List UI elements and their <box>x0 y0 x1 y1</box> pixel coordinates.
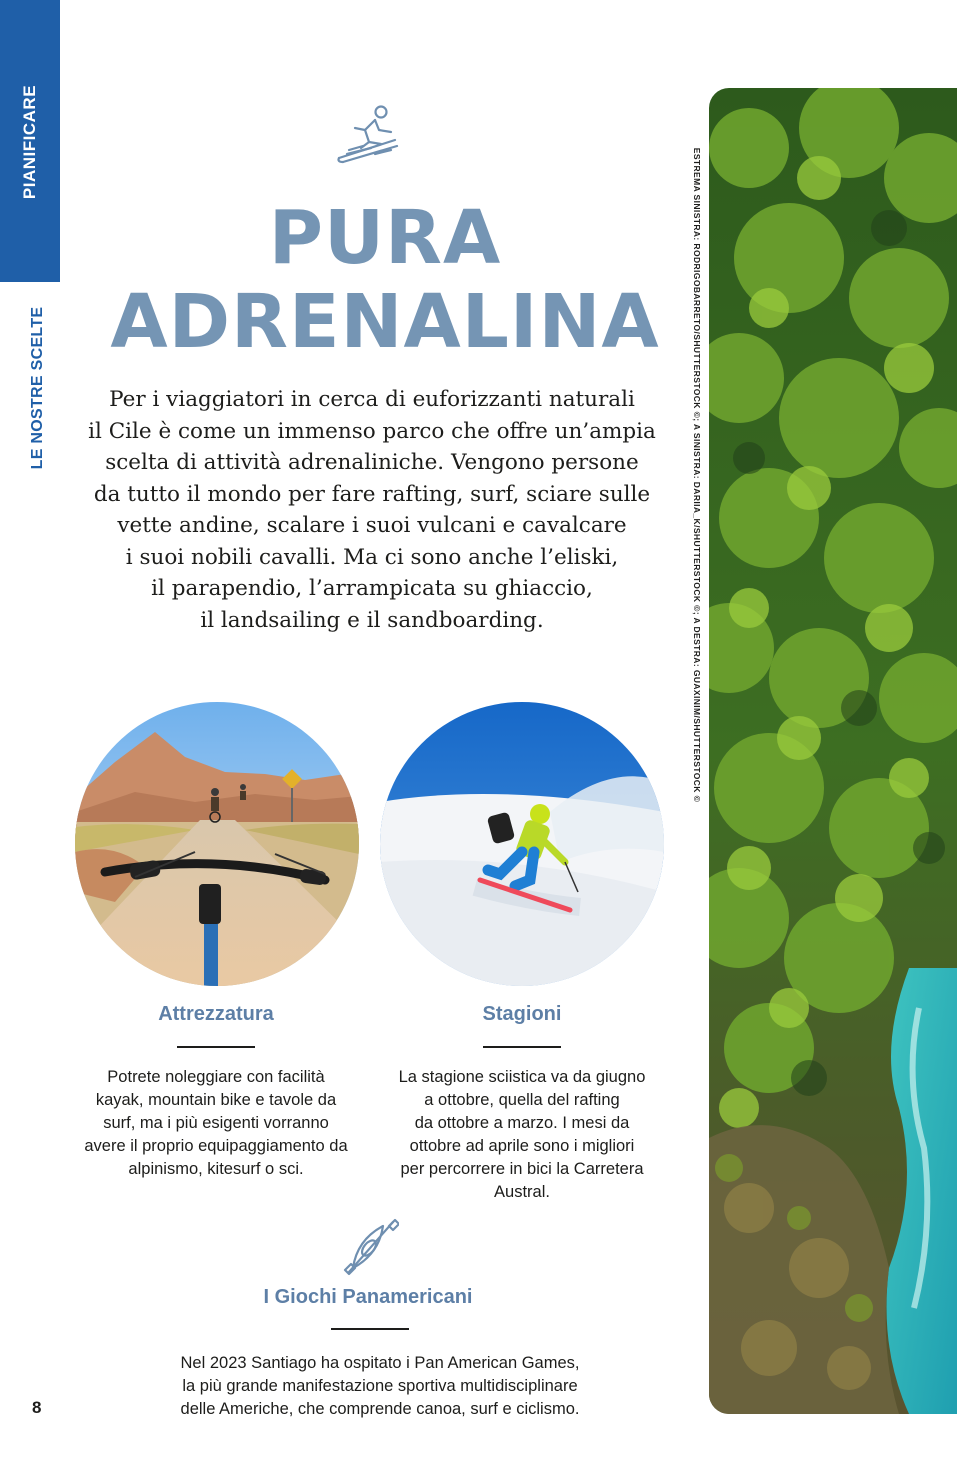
intro-line: da tutto il mondo per fare rafting, surf, sciare sulle <box>93 481 651 507</box>
section-tab <box>0 0 60 282</box>
chapter-label: LE NOSTRE SCELTE <box>29 306 46 470</box>
skiing-photo <box>380 702 664 986</box>
intro-line: il parapendio, l’arrampicata su ghiaccio, <box>151 576 593 601</box>
text-line: ottobre ad aprile sono i migliori <box>409 1137 635 1155</box>
text-line: la più grande manifestazione sportiva multidisciplinare <box>182 1377 578 1395</box>
text-line: alpinismo, kitesurf o sci. <box>128 1160 304 1178</box>
text-line: a ottobre, quella del rafting <box>424 1091 620 1109</box>
intro-line: il landsailing e il sandboarding. <box>200 607 544 633</box>
text-line: avere il proprio equipaggiamento da <box>84 1137 348 1155</box>
section-title-panamericani: I Giochi Panamericani <box>263 1286 473 1308</box>
divider <box>177 1046 255 1048</box>
divider <box>331 1328 409 1330</box>
text-line: Potrete noleggiare con facilità <box>107 1068 325 1086</box>
title-line: PURA <box>268 195 502 281</box>
divider <box>483 1046 561 1048</box>
intro-line: Per i viaggiatori in cerca di euforizzanti naturali <box>109 387 635 412</box>
title-line: ADRENALINA <box>110 279 660 365</box>
column-title-stagioni: Stagioni <box>482 1003 562 1025</box>
forest-river-photo <box>709 88 957 1414</box>
intro-paragraph <box>72 384 672 636</box>
text-line: da ottobre a marzo. I mesi da <box>414 1114 630 1132</box>
intro-line: il Cile è come un immenso parco che offre un’ampia <box>88 418 656 444</box>
column-text-attrezzatura <box>66 1066 366 1181</box>
panamericani-text <box>120 1352 640 1421</box>
column-title-attrezzatura: Attrezzatura <box>158 1003 274 1025</box>
text-line: Nel 2023 Santiago ha ospitato i Pan American Games, <box>180 1354 580 1372</box>
intro-line: vette andine, scalare i suoi vulcani e cavalcare <box>117 513 627 538</box>
column-text-stagioni <box>372 1066 672 1204</box>
text-line: surf, ma i più esigenti vorranno <box>103 1114 329 1132</box>
page-number: 8 <box>32 1398 42 1417</box>
kayak-icon <box>343 1218 399 1276</box>
cycling-photo <box>75 702 359 986</box>
surfer-icon <box>335 102 401 166</box>
photo-credit: ESTREMA SINISTRA: RODRIGOBARRETO/SHUTTERSTOCK ©; A SINISTRA: DARIIA_K/SHUTTERSTOCK ©; A DESTRA: GUAXINIM/SHUTTERSTOCK © <box>692 147 702 803</box>
text-line: delle Americhe, che comprende canoa, surf e ciclismo. <box>180 1400 580 1418</box>
intro-line: scelta di attività adrenaliniche. Vengono persone <box>105 450 639 475</box>
text-line: kayak, mountain bike e tavole da <box>95 1091 337 1109</box>
section-tab-label: PIANIFICARE <box>20 84 39 200</box>
intro-line: i suoi nobili cavalli. Ma ci sono anche l’eliski, <box>125 544 619 570</box>
text-line: per percorrere in bici la Carretera <box>400 1160 644 1178</box>
page-title <box>60 196 710 364</box>
text-line: La stagione sciistica va da giugno <box>398 1068 646 1086</box>
text-line: Austral. <box>494 1183 550 1201</box>
